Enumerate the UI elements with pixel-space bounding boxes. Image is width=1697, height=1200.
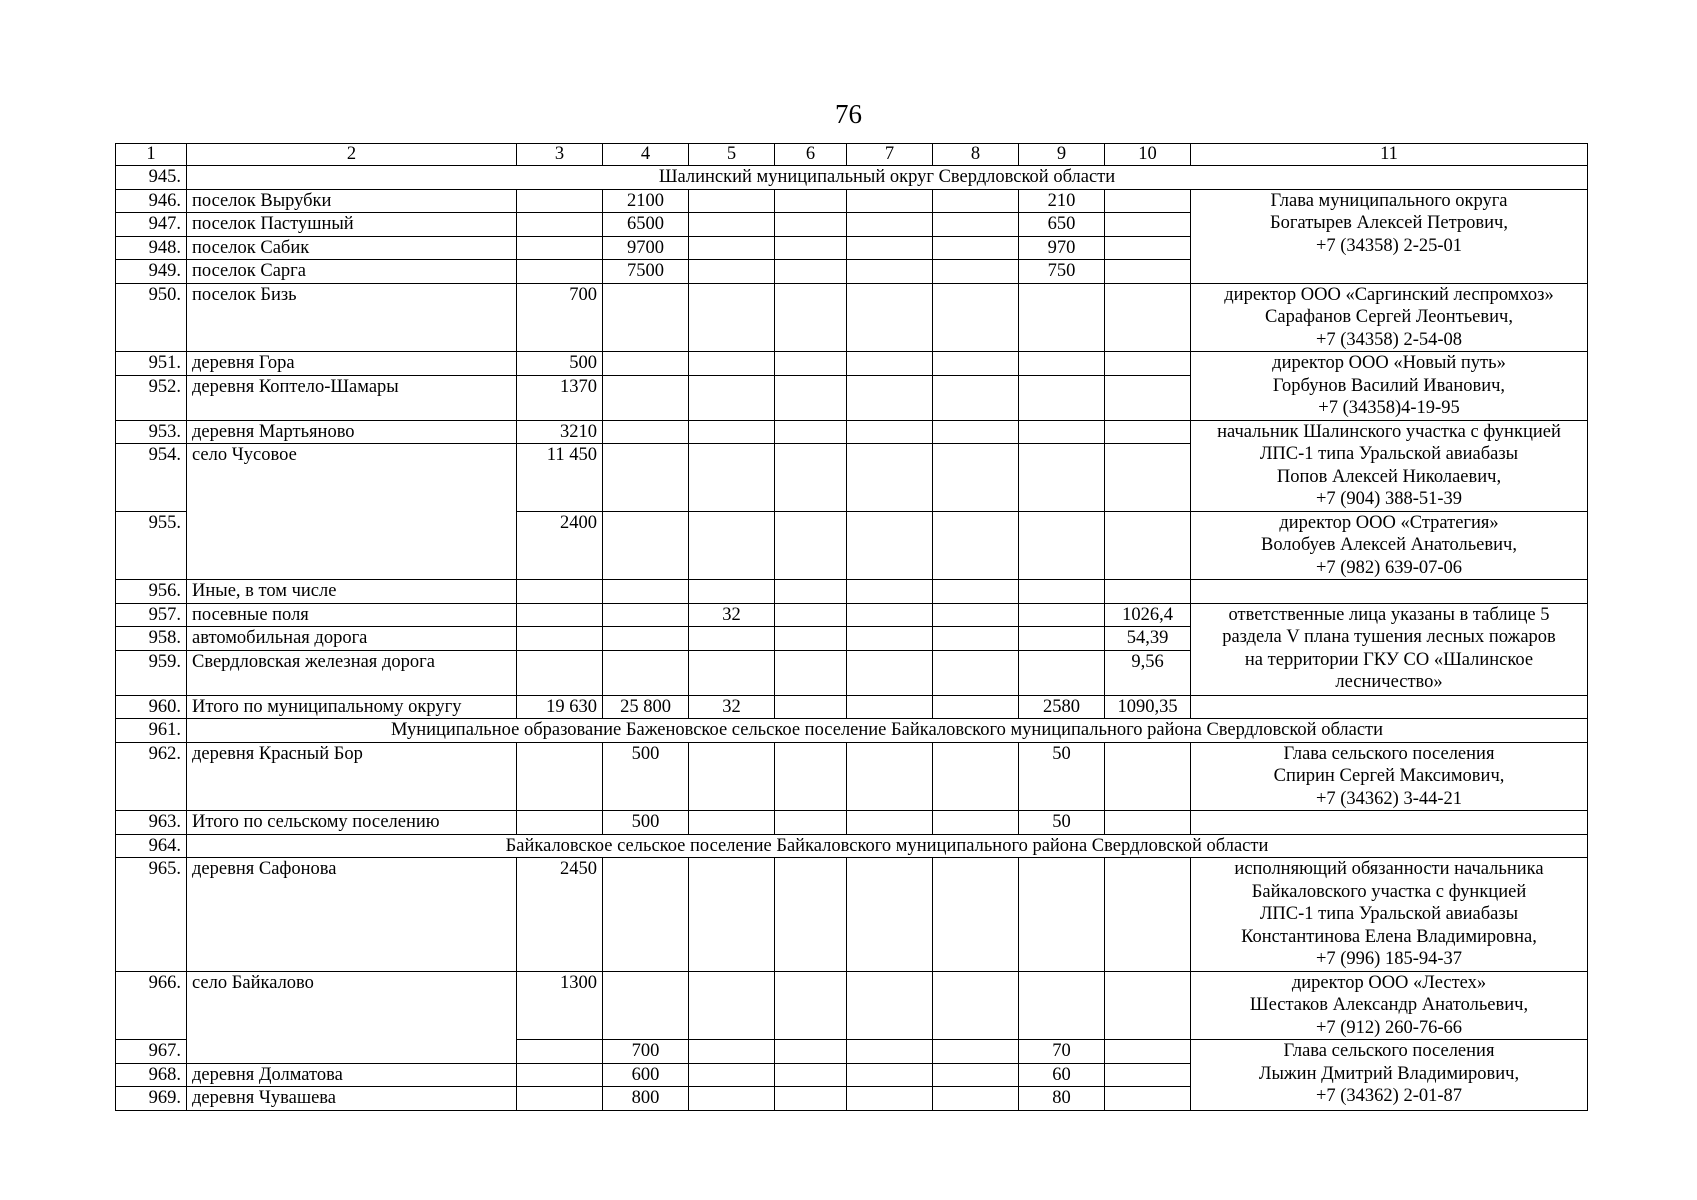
value-cell [933, 695, 1019, 719]
value-cell [775, 1040, 847, 1064]
table-row [116, 858, 1588, 972]
value-cell: 6500 [603, 213, 689, 237]
row-name: поселок Сарга [187, 260, 517, 284]
value-cell [1105, 213, 1191, 237]
value-cell [1105, 1063, 1191, 1087]
row-name: деревня Сафонова [187, 858, 517, 972]
row-number: 965. [116, 858, 187, 972]
row-number: 962. [116, 742, 187, 811]
value-cell [775, 420, 847, 444]
value-cell: 19 630 [517, 695, 603, 719]
table-row [116, 811, 1588, 835]
value-cell [847, 189, 933, 213]
value-cell [517, 1087, 603, 1111]
row-number: 960. [116, 695, 187, 719]
value-cell [847, 260, 933, 284]
value-cell [689, 189, 775, 213]
value-cell: 2100 [603, 189, 689, 213]
value-cell [1019, 420, 1105, 444]
contact-cell: директор ООО «Новый путь» Горбунов Василий Иванович, +7 (34358)4-19-95 [1191, 352, 1588, 421]
row-name: Итого по сельскому поселению [187, 811, 517, 835]
value-cell [1019, 352, 1105, 376]
row-number: 959. [116, 650, 187, 695]
value-cell: 600 [603, 1063, 689, 1087]
section-title: Байкаловское сельское поселение Байкаловского муниципального района Свердловской области [187, 834, 1588, 858]
header-cell: 6 [775, 144, 847, 166]
value-cell [933, 603, 1019, 627]
row-name: поселок Сабик [187, 236, 517, 260]
value-cell: 11 450 [517, 444, 603, 512]
contact-cell: директор ООО «Стратегия» Волобуев Алексей Анатольевич, +7 (982) 639-07-06 [1191, 511, 1588, 580]
value-cell [775, 811, 847, 835]
value-cell [933, 283, 1019, 352]
row-number: 949. [116, 260, 187, 284]
value-cell [603, 603, 689, 627]
value-cell: 800 [603, 1087, 689, 1111]
header-cell: 7 [847, 144, 933, 166]
row-name: поселок Бизь [187, 283, 517, 352]
value-cell: 1370 [517, 375, 603, 420]
value-cell [1105, 1087, 1191, 1111]
table-row [116, 742, 1588, 811]
value-cell: 50 [1019, 742, 1105, 811]
value-cell: 1026,4 [1105, 603, 1191, 627]
value-cell [775, 971, 847, 1040]
value-cell [775, 260, 847, 284]
row-number: 945. [116, 166, 187, 190]
value-cell [517, 627, 603, 651]
value-cell [603, 375, 689, 420]
value-cell [933, 1063, 1019, 1087]
value-cell [847, 213, 933, 237]
value-cell [933, 650, 1019, 695]
row-number: 954. [116, 444, 187, 512]
value-cell [847, 375, 933, 420]
value-cell: 60 [1019, 1063, 1105, 1087]
value-cell [933, 189, 1019, 213]
value-cell [689, 1063, 775, 1087]
value-cell [689, 1087, 775, 1111]
header-cell: 9 [1019, 144, 1105, 166]
contact-cell [1191, 695, 1588, 719]
value-cell [1019, 603, 1105, 627]
row-name: Иные, в том числе [187, 580, 517, 604]
value-cell: 7500 [603, 260, 689, 284]
row-number: 953. [116, 420, 187, 444]
value-cell [847, 236, 933, 260]
contact-cell: начальник Шалинского участка с функцией ЛПС-1 типа Уральской авиабазы Попов Алексей Николаевич, +7 (904) 388-51-39 [1191, 420, 1588, 511]
value-cell: 25 800 [603, 695, 689, 719]
value-cell [775, 236, 847, 260]
row-name: Свердловская железная дорога [187, 650, 517, 695]
value-cell: 1300 [517, 971, 603, 1040]
value-cell [933, 420, 1019, 444]
value-cell [1019, 444, 1105, 512]
value-cell [933, 236, 1019, 260]
row-number: 964. [116, 834, 187, 858]
value-cell [847, 603, 933, 627]
value-cell [689, 352, 775, 376]
value-cell [933, 811, 1019, 835]
value-cell [689, 742, 775, 811]
row-name: деревня Мартьяново [187, 420, 517, 444]
row-number: 952. [116, 375, 187, 420]
value-cell [1105, 189, 1191, 213]
value-cell [1019, 627, 1105, 651]
value-cell: 700 [603, 1040, 689, 1064]
value-cell [847, 811, 933, 835]
value-cell: 9700 [603, 236, 689, 260]
header-cell: 5 [689, 144, 775, 166]
value-cell [847, 1063, 933, 1087]
value-cell: 54,39 [1105, 627, 1191, 651]
contact-cell [1191, 580, 1588, 604]
value-cell [933, 580, 1019, 604]
header-cell: 3 [517, 144, 603, 166]
row-number: 966. [116, 971, 187, 1040]
value-cell [847, 858, 933, 972]
value-cell [603, 444, 689, 512]
value-cell [517, 580, 603, 604]
table-row [116, 189, 1588, 213]
value-cell [847, 444, 933, 512]
header-cell: 8 [933, 144, 1019, 166]
header-cell: 1 [116, 144, 187, 166]
table-row [116, 352, 1588, 376]
value-cell: 32 [689, 695, 775, 719]
value-cell [847, 511, 933, 580]
table-row [116, 971, 1588, 1040]
row-name: село Байкалово [187, 971, 517, 1063]
contact-cell: директор ООО «Саргинский леспромхоз» Сарафанов Сергей Леонтьевич, +7 (34358) 2-54-08 [1191, 283, 1588, 352]
data-table [115, 143, 1588, 1111]
header-cell: 11 [1191, 144, 1588, 166]
value-cell [1105, 283, 1191, 352]
value-cell [933, 375, 1019, 420]
value-cell [603, 858, 689, 972]
value-cell [689, 236, 775, 260]
value-cell [933, 444, 1019, 512]
value-cell: 500 [603, 811, 689, 835]
value-cell: 2400 [517, 511, 603, 580]
value-cell: 500 [603, 742, 689, 811]
value-cell [1105, 236, 1191, 260]
value-cell [689, 420, 775, 444]
value-cell [603, 511, 689, 580]
value-cell [847, 1087, 933, 1111]
value-cell [1019, 858, 1105, 972]
row-name: поселок Вырубки [187, 189, 517, 213]
row-name: посевные поля [187, 603, 517, 627]
value-cell [689, 858, 775, 972]
value-cell: 3210 [517, 420, 603, 444]
value-cell [603, 971, 689, 1040]
row-number: 950. [116, 283, 187, 352]
value-cell [1105, 1040, 1191, 1064]
row-name: автомобильная дорога [187, 627, 517, 651]
value-cell [1105, 444, 1191, 512]
header-row [116, 144, 1588, 166]
value-cell [933, 627, 1019, 651]
value-cell [689, 444, 775, 512]
value-cell [1105, 971, 1191, 1040]
value-cell [689, 627, 775, 651]
value-cell [775, 189, 847, 213]
row-name: деревня Гора [187, 352, 517, 376]
value-cell [775, 858, 847, 972]
value-cell [775, 742, 847, 811]
value-cell: 50 [1019, 811, 1105, 835]
value-cell [933, 511, 1019, 580]
value-cell [775, 283, 847, 352]
value-cell [933, 1040, 1019, 1064]
row-number: 955. [116, 511, 187, 580]
value-cell [603, 420, 689, 444]
value-cell [775, 1087, 847, 1111]
value-cell [517, 236, 603, 260]
row-number: 947. [116, 213, 187, 237]
value-cell [689, 811, 775, 835]
value-cell [603, 283, 689, 352]
table-row [116, 283, 1588, 352]
value-cell [775, 580, 847, 604]
value-cell [689, 650, 775, 695]
value-cell [847, 352, 933, 376]
value-cell [1019, 283, 1105, 352]
value-cell [517, 1063, 603, 1087]
value-cell [847, 650, 933, 695]
value-cell [933, 858, 1019, 972]
row-number: 963. [116, 811, 187, 835]
value-cell [847, 695, 933, 719]
value-cell [775, 352, 847, 376]
value-cell [933, 260, 1019, 284]
row-name: деревня Долматова [187, 1063, 517, 1087]
value-cell [775, 627, 847, 651]
value-cell [847, 420, 933, 444]
value-cell [517, 742, 603, 811]
value-cell [689, 511, 775, 580]
value-cell [933, 352, 1019, 376]
value-cell [517, 1040, 603, 1064]
value-cell: 750 [1019, 260, 1105, 284]
value-cell: 1090,35 [1105, 695, 1191, 719]
row-number: 967. [116, 1040, 187, 1064]
header-cell: 2 [187, 144, 517, 166]
value-cell: 70 [1019, 1040, 1105, 1064]
value-cell [689, 1040, 775, 1064]
value-cell [1105, 260, 1191, 284]
value-cell [603, 627, 689, 651]
row-name: деревня Чувашева [187, 1087, 517, 1111]
value-cell [517, 811, 603, 835]
value-cell [847, 742, 933, 811]
value-cell: 9,56 [1105, 650, 1191, 695]
row-number: 948. [116, 236, 187, 260]
value-cell [1105, 580, 1191, 604]
table-row [116, 834, 1588, 858]
value-cell [689, 260, 775, 284]
section-title: Муниципальное образование Баженовское сельское поселение Байкаловского муниципального района Свердловской области [187, 719, 1588, 743]
table-row [116, 420, 1588, 444]
value-cell [1019, 511, 1105, 580]
row-number: 956. [116, 580, 187, 604]
row-number: 961. [116, 719, 187, 743]
row-number: 968. [116, 1063, 187, 1087]
value-cell [775, 650, 847, 695]
value-cell [1105, 375, 1191, 420]
row-number: 946. [116, 189, 187, 213]
contact-cell: Глава сельского поселения Спирин Сергей Максимович, +7 (34362) 3-44-21 [1191, 742, 1588, 811]
header-cell: 10 [1105, 144, 1191, 166]
value-cell [847, 971, 933, 1040]
value-cell [1019, 375, 1105, 420]
value-cell: 500 [517, 352, 603, 376]
value-cell: 32 [689, 603, 775, 627]
section-title: Шалинский муниципальный округ Свердловской области [187, 166, 1588, 190]
value-cell [603, 650, 689, 695]
value-cell [1019, 580, 1105, 604]
value-cell [775, 375, 847, 420]
value-cell [1105, 420, 1191, 444]
value-cell [517, 189, 603, 213]
value-cell [847, 283, 933, 352]
value-cell [689, 213, 775, 237]
table-row [116, 603, 1588, 627]
value-cell [603, 352, 689, 376]
value-cell: 700 [517, 283, 603, 352]
value-cell: 2450 [517, 858, 603, 972]
row-number: 969. [116, 1087, 187, 1111]
value-cell [847, 580, 933, 604]
value-cell [689, 375, 775, 420]
header-cell: 4 [603, 144, 689, 166]
value-cell [517, 213, 603, 237]
row-name: деревня Коптело-Шамары [187, 375, 517, 420]
value-cell: 80 [1019, 1087, 1105, 1111]
value-cell [603, 580, 689, 604]
table-row [116, 580, 1588, 604]
value-cell [775, 695, 847, 719]
value-cell [1105, 858, 1191, 972]
table-row [116, 719, 1588, 743]
value-cell [1019, 971, 1105, 1040]
row-number: 951. [116, 352, 187, 376]
contact-cell [1191, 811, 1588, 835]
contact-cell: Глава сельского поселения Лыжин Дмитрий Владимирович, +7 (34362) 2-01-87 [1191, 1040, 1588, 1111]
page-number: 76 [835, 99, 862, 129]
value-cell [933, 742, 1019, 811]
value-cell [775, 511, 847, 580]
row-name: село Чусовое [187, 444, 517, 580]
value-cell [933, 971, 1019, 1040]
value-cell [1105, 811, 1191, 835]
value-cell [933, 213, 1019, 237]
row-name: поселок Пастушный [187, 213, 517, 237]
value-cell: 210 [1019, 189, 1105, 213]
value-cell [775, 603, 847, 627]
value-cell [775, 213, 847, 237]
value-cell: 650 [1019, 213, 1105, 237]
value-cell [689, 580, 775, 604]
value-cell [1105, 742, 1191, 811]
table-row [116, 166, 1588, 190]
contact-cell: исполняющий обязанности начальника Байкаловского участка с функцией ЛПС-1 типа Уральской авиабазы Константинова Елена Владимировна, +7 (996) 185-94-37 [1191, 858, 1588, 972]
table-row [116, 695, 1588, 719]
value-cell [847, 1040, 933, 1064]
value-cell [1105, 352, 1191, 376]
row-number: 958. [116, 627, 187, 651]
contact-cell: директор ООО «Лестех» Шестаков Александр Анатольевич, +7 (912) 260-76-66 [1191, 971, 1588, 1040]
value-cell [933, 1087, 1019, 1111]
value-cell [775, 444, 847, 512]
value-cell [517, 603, 603, 627]
value-cell [1105, 511, 1191, 580]
value-cell [775, 1063, 847, 1087]
value-cell [1019, 650, 1105, 695]
value-cell: 2580 [1019, 695, 1105, 719]
row-name: Итого по муниципальному округу [187, 695, 517, 719]
value-cell: 970 [1019, 236, 1105, 260]
contact-cell: ответственные лица указаны в таблице 5 раздела V плана тушения лесных пожаров на территории ГКУ СО «Шалинское лесничество» [1191, 603, 1588, 695]
contact-cell: Глава муниципального округа Богатырев Алексей Петрович, +7 (34358) 2-25-01 [1191, 189, 1588, 283]
value-cell [689, 283, 775, 352]
value-cell [689, 971, 775, 1040]
value-cell [517, 260, 603, 284]
value-cell [517, 650, 603, 695]
row-number: 957. [116, 603, 187, 627]
row-name: деревня Красный Бор [187, 742, 517, 811]
value-cell [847, 627, 933, 651]
